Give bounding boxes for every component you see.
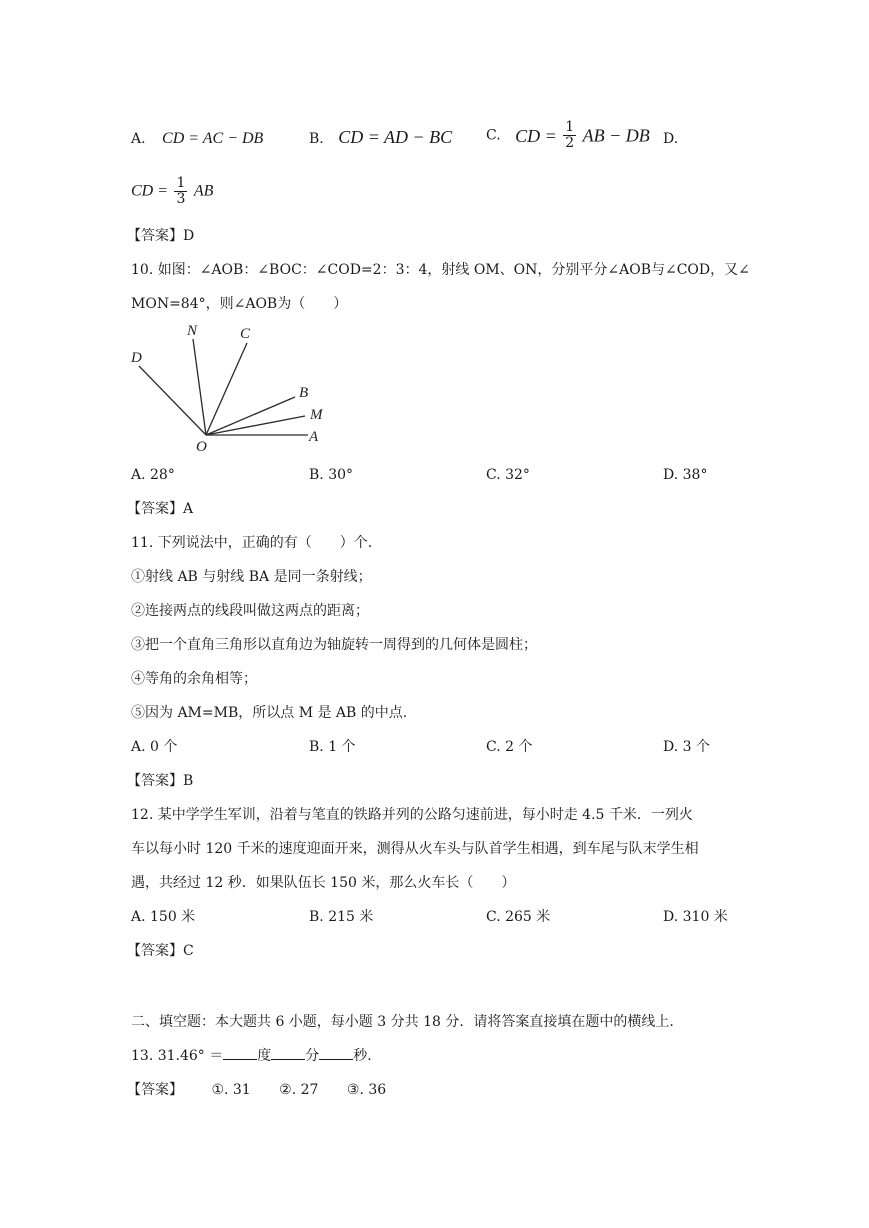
q10-option-b: B. 30° (309, 467, 354, 483)
q11-answer: 【答案】B (127, 773, 194, 789)
ray-on (193, 339, 206, 435)
q10-answer: 【答案】A (127, 501, 194, 517)
q9-option-c-post: AB − DB (582, 125, 650, 146)
q9-option-d-label-text: D. (663, 131, 679, 147)
q9-option-d-numerator: 1 (176, 175, 186, 191)
q13-unit-second: 秒. (353, 1048, 372, 1064)
q13-stem (131, 1046, 372, 1066)
q9-option-a (131, 129, 263, 149)
q11-statement-1: ①射线 AB 与射线 BA 是同一条射线； (131, 569, 372, 585)
section-2-heading: 二、填空题：本大题共 6 小题，每小题 3 分共 18 分．请将答案直接填在题中的横线上. (131, 1014, 674, 1030)
label-c: C (240, 326, 251, 342)
q13-unit-degree: 度 (257, 1048, 272, 1064)
q9-option-c-numerator: 1 (565, 119, 575, 135)
q9-option-c-denominator: 2 (565, 135, 575, 151)
q13-answer-1: ①. 31 (211, 1082, 251, 1098)
q13-answer-2: ②. 27 (279, 1082, 319, 1098)
q9-option-b (309, 127, 452, 149)
q9-option-d-denominator: 3 (176, 191, 186, 207)
q10-option-a: A. 28° (131, 467, 175, 483)
q9-option-b-math: CD = AD − BC (338, 127, 453, 147)
label-o: O (196, 439, 207, 455)
q13-blank-second (319, 1046, 353, 1060)
q9-option-d-post: AB (193, 182, 214, 200)
q12-line-1: 12. 某中学学生军训，沿着与笔直的铁路并列的公路匀速前进，每小时走 4.5 千米．一列火 (131, 807, 693, 823)
q13-unit-minute: 分 (305, 1048, 320, 1064)
q9-option-a-label: A. (131, 131, 146, 147)
label-m: M (310, 407, 323, 423)
q10-option-c: C. 32° (486, 467, 530, 483)
q11-option-c: C. 2 个 (486, 739, 533, 755)
q12-option-d: D. 310 米 (663, 909, 728, 925)
ray-ob (206, 397, 295, 435)
q11-statement-2: ②连接两点的线段叫做这两点的距离； (131, 603, 369, 619)
q11-option-a: A. 0 个 (131, 739, 178, 755)
q12-answer: 【答案】C (127, 943, 194, 959)
q9-option-b-label: B. (309, 131, 324, 147)
q11-option-d: D. 3 个 (663, 739, 710, 755)
q9-option-d-pre: CD = (131, 182, 169, 200)
q12-option-a: A. 150 米 (131, 909, 196, 925)
q12-line-3: 遇，共经过 12 秒．如果队伍长 150 米，那么火车长（ ） (131, 875, 516, 891)
q9-option-d-fraction (174, 176, 187, 207)
ray-od (139, 366, 206, 435)
q11-statement-3: ③把一个直角三角形以直角边为轴旋转一周得到的几何体是圆柱； (131, 637, 537, 653)
q11-statement-4: ④等角的余角相等； (131, 671, 257, 687)
q12-option-c: C. 265 米 (486, 909, 551, 925)
ray-oc (206, 343, 247, 435)
label-d: D (131, 350, 142, 366)
q13-blank-minute (271, 1046, 305, 1060)
q9-option-c-label: C. (486, 127, 501, 144)
q10-option-d: D. 38° (663, 467, 708, 483)
q9-option-c (486, 120, 650, 151)
q9-answer: 【答案】D (127, 228, 195, 244)
q12-option-b: B. 215 米 (309, 909, 374, 925)
q9-option-c-fraction (563, 120, 576, 151)
q11-option-b: B. 1 个 (309, 739, 356, 755)
q10-text-line2: MON=84°，则∠AOB为（ ） (131, 296, 348, 312)
q13-blank-degree (223, 1046, 257, 1060)
label-n: N (187, 323, 198, 339)
q13-answer-label: 【答案】 (127, 1082, 183, 1098)
q11-stem: 11. 下列说法中，正确的有（ ）个. (131, 535, 373, 551)
q13-answer-3: ③. 36 (346, 1082, 387, 1098)
q9-option-c-pre: CD = (515, 125, 557, 146)
q9-option-a-math: CD = AC − DB (162, 130, 264, 147)
q10-text-line1: 10. 如图：∠AOB：∠BOC：∠COD=2：3：4，射线 OM、ON，分别平分∠AOB与∠COD，又∠ (131, 262, 750, 278)
q9-option-d (131, 176, 213, 207)
q13-prefix: 13. 31.46° ＝ (131, 1048, 224, 1064)
q13-answer (127, 1080, 386, 1100)
q9-option-d-label (663, 129, 678, 149)
q11-statement-5: ⑤因为 AM=MB，所以点 M 是 AB 的中点. (131, 705, 408, 721)
ray-om (206, 416, 305, 435)
label-a: A (309, 429, 319, 445)
q12-line-2: 车以每小时 120 千米的速度迎面开来，测得从火车头与队首学生相遇，到车尾与队末学生相 (131, 841, 699, 857)
label-b: B (299, 385, 309, 401)
q10-figure (125, 318, 340, 458)
